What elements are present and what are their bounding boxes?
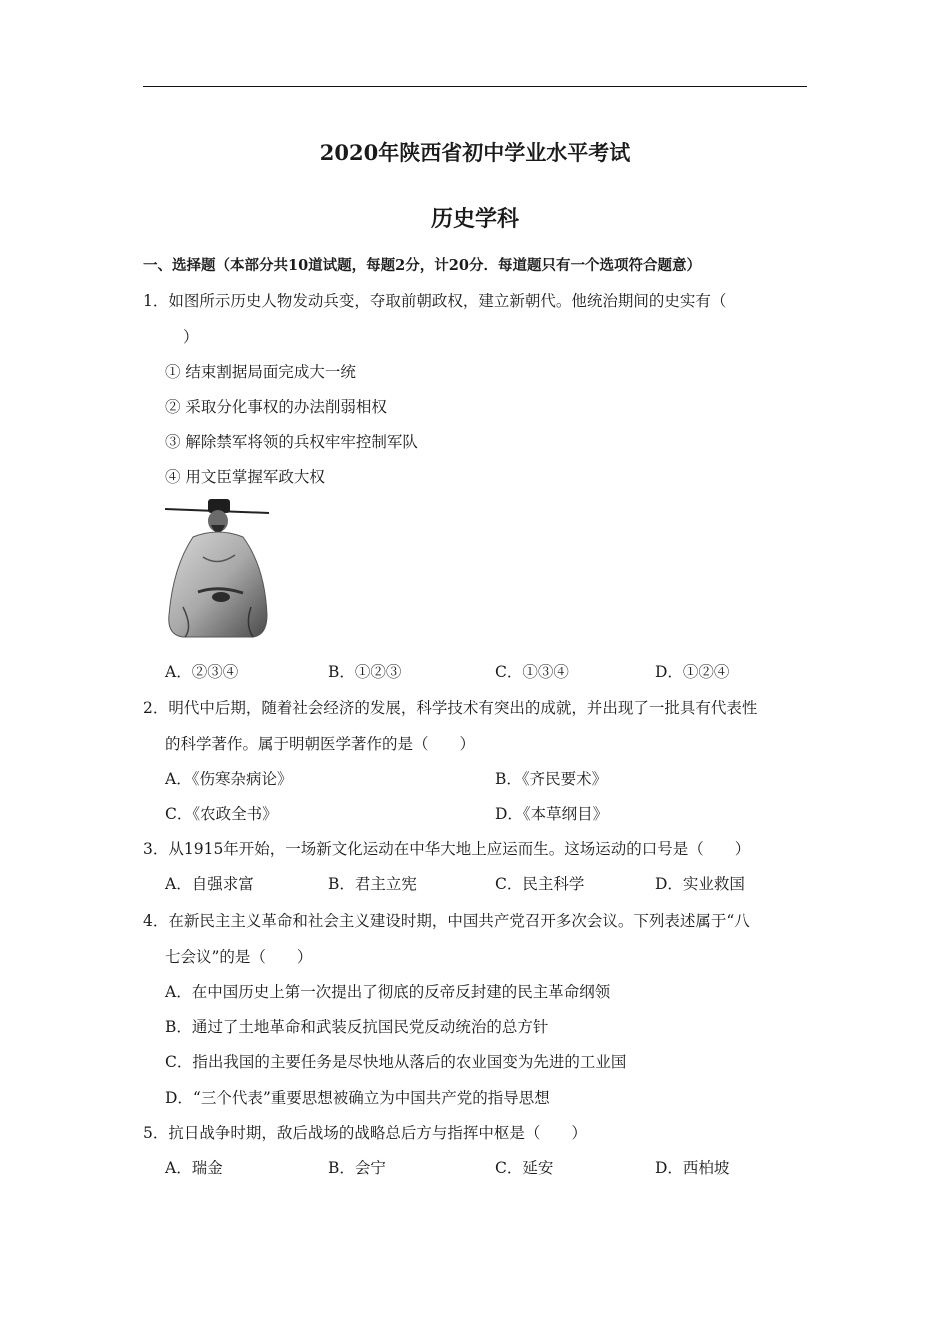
q1-statement-3: ③ 解除禁军将领的兵权牢牢控制军队: [165, 433, 418, 451]
q1-statement-4: ④ 用文臣掌握军政大权: [165, 468, 325, 486]
q3-option-b: B．君主立宪: [328, 875, 417, 893]
q2-option-b: B．《齐民要术》: [495, 770, 608, 788]
q5-option-d: D．西柏坡: [655, 1159, 730, 1177]
q4-stem-line2: 七会议”的是（ ）: [165, 948, 313, 966]
q3-option-c: C．民主科学: [495, 875, 585, 893]
q2-option-c: C．《农政全书》: [165, 805, 278, 823]
q2-stem-line2: 的科学著作。属于明朝医学著作的是（ ）: [165, 735, 476, 753]
q4-stem-line1: 4．在新民主主义革命和社会主义建设时期，中国共产党召开多次会议。下列表述属于“八: [143, 912, 750, 930]
q2-option-a: A．《伤寒杂病论》: [165, 770, 293, 788]
q1-stem-line1: 1．如图所示历史人物发动兵变，夺取前朝政权，建立新朝代。他统治期间的史实有（: [143, 292, 727, 310]
q1-stem-line2: ）: [183, 328, 199, 346]
q2-stem-line1: 2．明代中后期，随着社会经济的发展，科学技术有突出的成就，并出现了一批具有代表性: [143, 699, 758, 717]
q4-option-c: C．指出我国的主要任务是尽快地从落后的农业国变为先进的工业国: [165, 1053, 627, 1071]
historical-figure-image: [163, 497, 273, 642]
q1-option-a: A．②③④: [165, 663, 239, 681]
q1-statement-1: ① 结束割据局面完成大一统: [165, 363, 356, 381]
q5-option-c: C．延安: [495, 1159, 554, 1177]
q5-option-b: B．会宁: [328, 1159, 386, 1177]
exam-title: 2020年陕西省初中学业水平考试: [319, 140, 631, 165]
q1-option-c: C．①③④: [495, 663, 569, 681]
q1-option-d: D．①②④: [655, 663, 730, 681]
q5-stem: 5．抗日战争时期，敌后战场的战略总后方与指挥中枢是（ ）: [143, 1124, 587, 1142]
q1-option-b: B．①②③: [328, 663, 402, 681]
header-rule: [143, 86, 807, 87]
q3-stem: 3．从1915年开始，一场新文化运动在中华大地上应运而生。这场运动的口号是（ ）: [143, 840, 751, 858]
exam-subject: 历史学科: [430, 206, 519, 232]
q1-statement-2: ② 采取分化事权的办法削弱相权: [165, 398, 387, 416]
q4-option-d: D．“三个代表”重要思想被确立为中国共产党的指导思想: [165, 1089, 550, 1107]
section-heading: 一、选择题（本部分共10道试题，每题2分，计20分．每道题只有一个选项符合题意）: [143, 257, 701, 274]
q4-option-a: A．在中国历史上第一次提出了彻底的反帝反封建的民主革命纲领: [165, 983, 611, 1001]
q3-option-d: D．实业救国: [655, 875, 745, 893]
q4-option-b: B．通过了土地革命和武装反抗国民党反动统治的总方针: [165, 1018, 549, 1036]
q2-option-d: D．《本草纲目》: [495, 805, 609, 823]
q5-option-a: A．瑞金: [165, 1159, 223, 1177]
q3-option-a: A．自强求富: [165, 875, 254, 893]
